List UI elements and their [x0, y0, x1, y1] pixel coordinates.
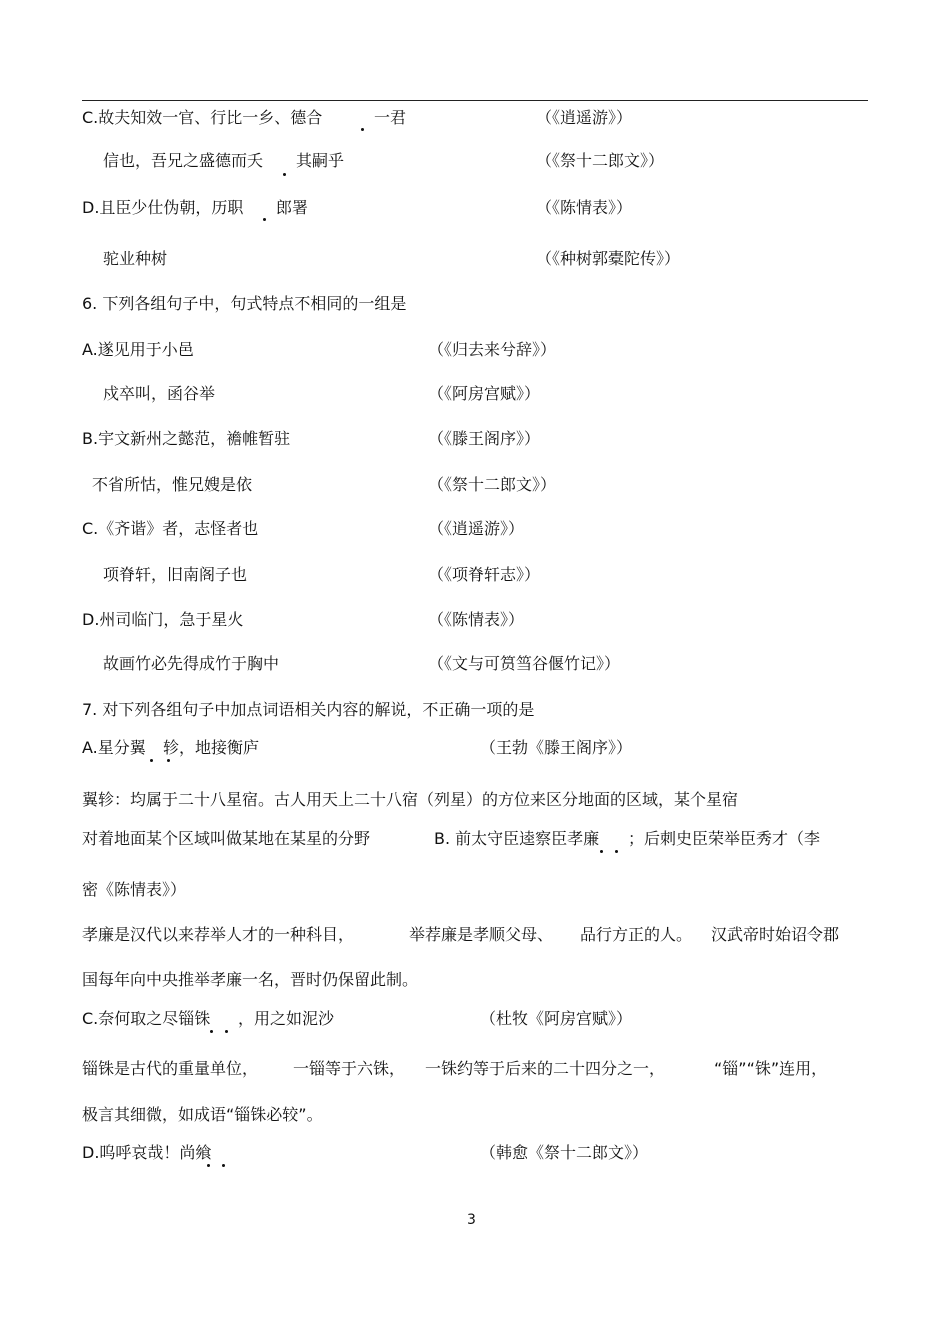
q6-c1-src: （《逍遥游》） — [428, 519, 525, 538]
q7-a-exp2: 对着地面某个区域叫做某地在某星的分野 — [82, 829, 371, 848]
q5c-src1: （《逍遥游》） — [536, 108, 633, 127]
q5d-src2: （《种树郭橐陀传》） — [536, 249, 681, 268]
q7-stem: 7. 对下列各组句子中加点词语相关内容的解说，不正确一项的是 — [82, 700, 535, 719]
q7-a-exp1: 翼轸：均属于二十八星宿。古人用天上二十八宿（列星）的方位来区分地面的区域，某个星宿 — [82, 790, 739, 809]
q6-a1: A.遂见用于小邑 — [82, 340, 194, 359]
header-rule — [82, 100, 868, 101]
emphasis-dot — [263, 218, 266, 221]
q7-a-line: A.星分翼 — [82, 738, 146, 757]
q5c-src2: （《祭十二郎文》） — [536, 151, 665, 170]
emphasis-dot — [150, 759, 153, 762]
q7-d-line: D.呜呼哀哉！尚飨 — [82, 1143, 212, 1162]
q6-c1: C.《齐谐》者，志怪者也 — [82, 519, 259, 538]
emphasis-dot — [210, 1030, 213, 1033]
q5d-line1: D.且臣少仕伪朝，历职 — [82, 198, 244, 217]
q7-b-src: 密《陈情表》） — [82, 880, 187, 899]
q5d-src1: （《陈情表》） — [536, 198, 633, 217]
q6-a1-src: （《归去来兮辞》） — [428, 340, 557, 359]
emphasis-dot — [167, 759, 170, 762]
q5c-line2: 信也，吾兄之盛德而夭 — [103, 151, 264, 170]
q7-c-src: （杜牧《阿房宫赋》） — [480, 1009, 633, 1028]
q6-a2-src: （《阿房宫赋》） — [428, 384, 541, 403]
q6-b2: 不省所怙，惟兄嫂是依 — [92, 475, 253, 494]
q6-d2-src: （《文与可筼筜谷偃竹记》） — [428, 654, 621, 673]
q7-c-exp1d: “锱”“铢”连用， — [714, 1059, 828, 1078]
q5d-line2: 驼业种树 — [103, 249, 168, 268]
q7-c-exp2: 极言其细微，如成语“锱铢必较”。 — [82, 1105, 323, 1124]
q7-c-exp1a: 锱铢是古代的重量单位， — [82, 1059, 259, 1078]
q6-d1-src: （《陈情表》） — [428, 610, 525, 629]
emphasis-dot — [222, 1164, 225, 1167]
q6-b2-src: （《祭十二郎文》） — [428, 475, 557, 494]
emphasis-dot — [361, 128, 364, 131]
q7-b-exp1d: 汉武帝时始诏令郡 — [711, 925, 840, 944]
q6-c2-src: （《项脊轩志》） — [428, 565, 541, 584]
q5c-line2b: 其嗣乎 — [296, 151, 345, 170]
q7-b-exp1c: 品行方正的人。 — [580, 925, 693, 944]
q6-c2: 项脊轩，旧南阁子也 — [103, 565, 248, 584]
q6-a2: 戍卒叫，函谷举 — [103, 384, 216, 403]
q7-c-exp1b: 一锱等于六铢， — [293, 1059, 406, 1078]
emphasis-dot — [283, 173, 286, 176]
emphasis-dot — [225, 1030, 228, 1033]
q7-d-src: （韩愈《祭十二郎文》） — [480, 1143, 649, 1162]
q7-b-exp1b: 举荐廉是孝顺父母、 — [409, 925, 554, 944]
q6-d2: 故画竹必先得成竹于胸中 — [103, 654, 280, 673]
q7-b-line-b: ；后刺史臣荣举臣秀才（李 — [628, 829, 821, 848]
q5c-line1: C.故夫知效一官、行比一乡、德合 — [82, 108, 323, 127]
q5c-line1b: 一君 — [374, 108, 407, 127]
q7-b-exp1a: 孝廉是汉代以来荐举人才的一种科目， — [82, 925, 355, 944]
q6-b1: B.宇文新州之懿范，襜帷暂驻 — [82, 429, 291, 448]
q5d-line1b: 郎署 — [276, 198, 309, 217]
q7-b-line: B. 前太守臣逵察臣孝廉 — [434, 829, 600, 848]
q7-a-src: （王勃《滕王阁序》） — [480, 738, 633, 757]
emphasis-dot — [615, 850, 618, 853]
q7-c-exp1c: 一铢约等于后来的二十四分之一， — [425, 1059, 666, 1078]
q6-b1-src: （《滕王阁序》） — [428, 429, 541, 448]
q7-c-line: C.奈何取之尽锱铢 — [82, 1009, 211, 1028]
emphasis-dot — [600, 850, 603, 853]
q7-b-exp2: 国每年向中央推举孝廉一名，晋时仍保留此制。 — [82, 970, 419, 989]
q6-d1: D.州司临门，急于星火 — [82, 610, 244, 629]
page-number: 3 — [467, 1212, 476, 1228]
q7-a-line-b: 轸，地接衡庐 — [163, 738, 260, 757]
emphasis-dot — [207, 1164, 210, 1167]
q7-c-line-b: ，用之如泥沙 — [238, 1009, 335, 1028]
q6-stem: 6. 下列各组句子中，句式特点不相同的一组是 — [82, 294, 407, 313]
